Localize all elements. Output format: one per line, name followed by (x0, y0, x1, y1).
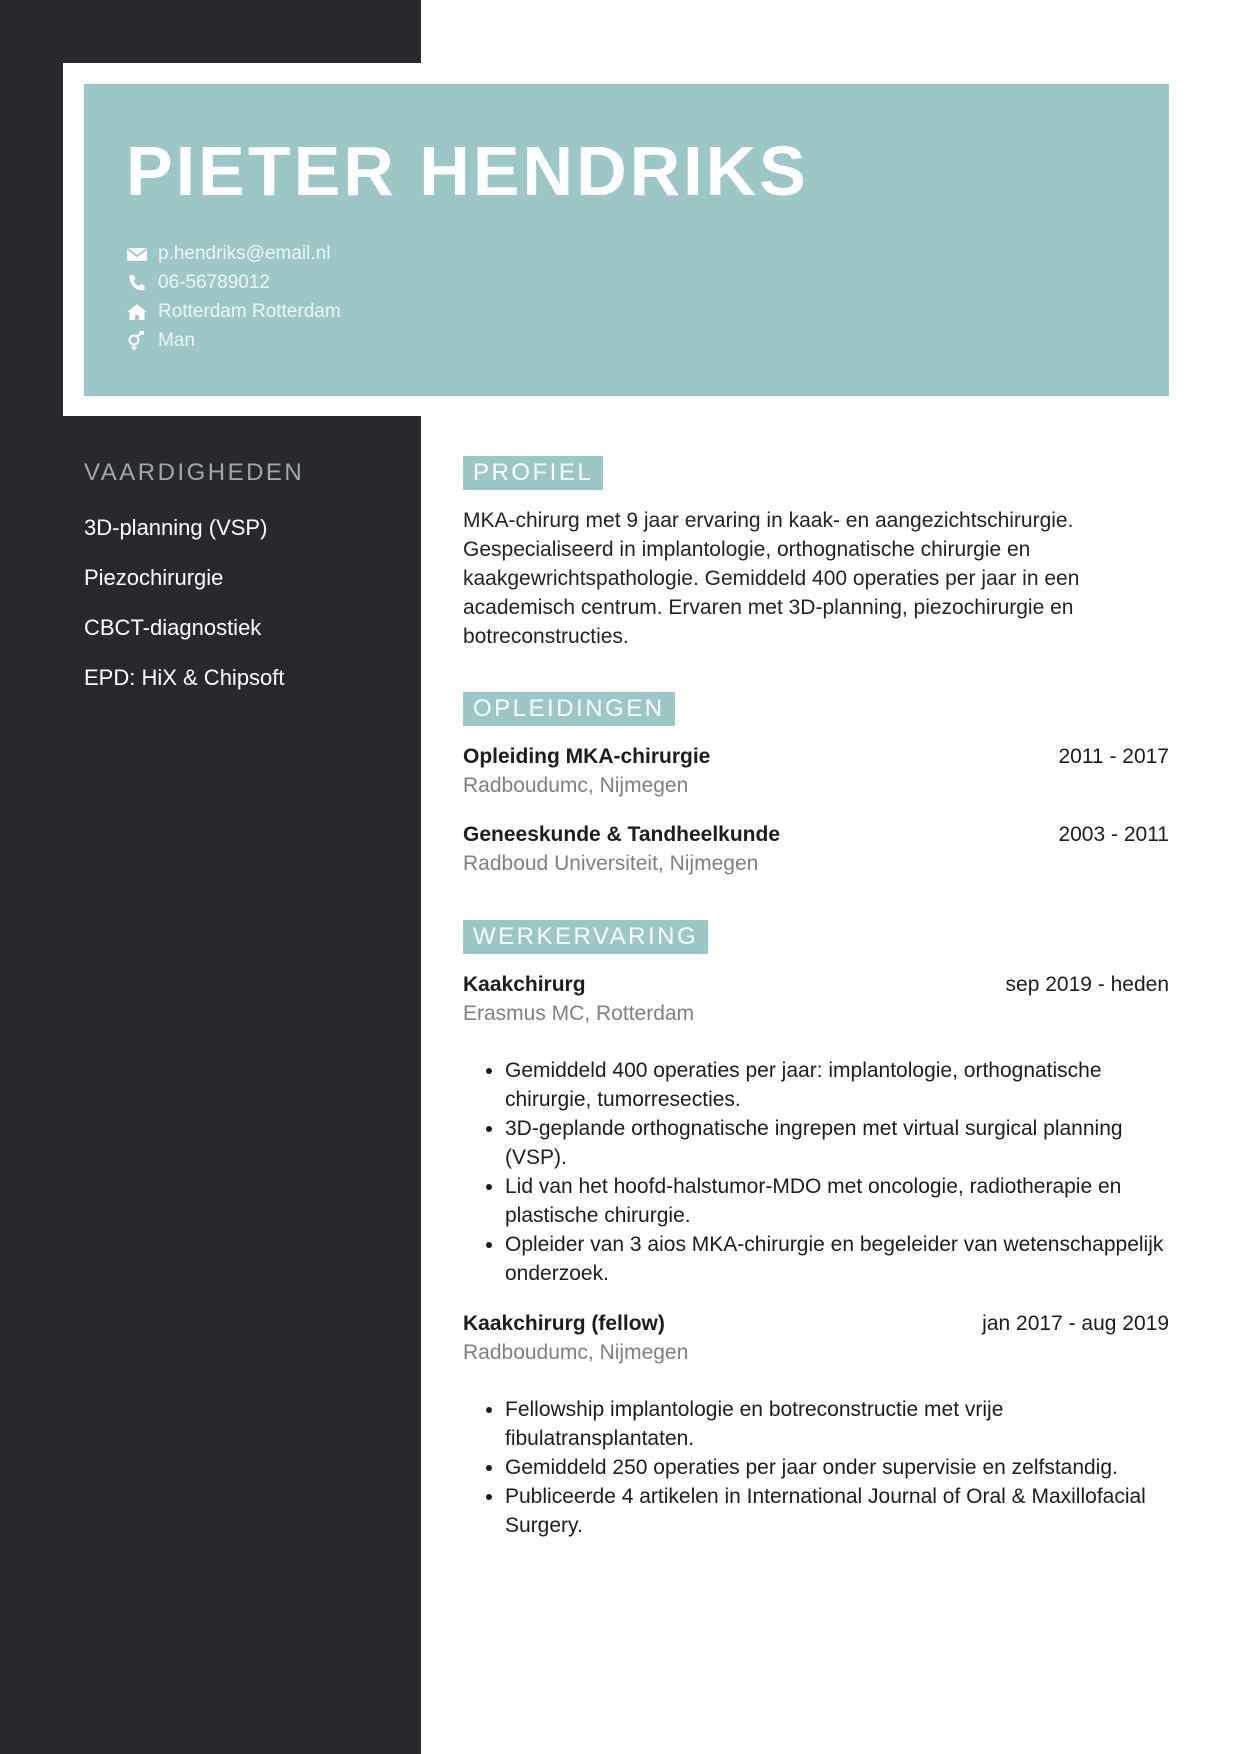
bullet-list (463, 1395, 1169, 1540)
entry-title: Kaakchirurg (fellow) (463, 1312, 665, 1335)
education-title: OPLEIDINGEN (463, 692, 675, 726)
bullet-item: • Publiceerde 4 artikelen in International Journal of Oral & Maxillofacial Surgery. (505, 1482, 1169, 1540)
envelope-icon (126, 244, 148, 264)
education-entry (463, 820, 1169, 878)
contact-email-text: p.hendriks@email.nl (158, 242, 331, 264)
experience-entry (463, 1309, 1169, 1540)
bullet-item: • 3D-geplande orthognatische ingrepen met virtual surgical planning (VSP). (505, 1114, 1169, 1172)
bullet-item: • Fellowship implantologie en botreconstructie met vrije fibulatransplantaten. (505, 1395, 1169, 1453)
entry-place: Radboudumc, Nijmegen (463, 1341, 689, 1364)
home-icon (126, 302, 148, 322)
entry-header (463, 820, 1169, 849)
bullet-item: • Opleider van 3 aios MKA-chirurgie en begeleider van wetenschappelijk onderzoek. (505, 1230, 1169, 1288)
skill-item: 3D-planning (VSP) (84, 515, 268, 540)
entry-date: sep 2019 - heden (1005, 973, 1169, 996)
entry-title: Geneeskunde & Tandheelkunde (463, 823, 781, 846)
skills-title: VAARDIGHEDEN (84, 459, 305, 486)
contact-gender (126, 326, 341, 355)
experience-section (463, 920, 1169, 1540)
education-section (463, 692, 1169, 878)
phone-icon (126, 273, 148, 293)
experience-entry (463, 970, 1169, 1288)
experience-title: WERKERVARING (463, 920, 708, 954)
contact-address-text: Rotterdam Rotterdam (158, 300, 341, 322)
entry-header (463, 970, 1169, 999)
contact-gender-text: Man (158, 329, 195, 351)
profile-section (463, 456, 1169, 651)
bullet-item: • Gemiddeld 400 operaties per jaar: implantologie, orthognatische chirurgie, tumorresecties. (505, 1056, 1169, 1114)
bullet-item: • Lid van het hoofd-halstumor-MDO met oncologie, radiotherapie en plastische chirurgie. (505, 1172, 1169, 1230)
entry-title: Opleiding MKA-chirurgie (463, 745, 711, 768)
entry-title: Kaakchirurg (463, 973, 586, 996)
contact-phone (126, 268, 341, 297)
contact-address (126, 297, 341, 326)
contact-email (126, 239, 341, 268)
entry-date: 2003 - 2011 (1058, 823, 1169, 846)
candidate-name: PIETER HENDRIKS (126, 132, 809, 210)
entry-date: 2011 - 2017 (1058, 745, 1169, 768)
skill-item: CBCT-diagnostiek (84, 615, 262, 640)
main-content (463, 456, 1169, 1540)
skill-item: EPD: HiX & Chipsoft (84, 665, 285, 690)
entry-place: Radboudumc, Nijmegen (463, 774, 689, 797)
contact-list (126, 239, 341, 355)
contact-phone-text: 06-56789012 (158, 271, 270, 293)
entry-header (463, 742, 1169, 771)
entry-place: Radboud Universiteit, Nijmegen (463, 852, 759, 875)
entry-date: jan 2017 - aug 2019 (982, 1312, 1169, 1335)
skill-item: Piezochirurgie (84, 565, 224, 590)
profile-title: PROFIEL (463, 456, 603, 490)
education-entry (463, 742, 1169, 800)
header (84, 84, 1169, 396)
profile-text: MKA-chirurg met 9 jaar ervaring in kaak- en aangezichtschirurgie. Gespecialiseerd in implantologie, orthognatische chirurgie en kaakgewrichtspathologie. Gemiddeld 400 operaties per jaar in een academisch centrum. Ervaren met 3D-planning, piezochirurgie en botreconstructies. (463, 509, 1080, 648)
bullet-item: • Gemiddeld 250 operaties per jaar onder supervisie en zelfstandig. (505, 1453, 1169, 1482)
skills-list (84, 513, 285, 713)
gender-icon (126, 331, 148, 351)
entry-header (463, 1309, 1169, 1338)
entry-place: Erasmus MC, Rotterdam (463, 1002, 695, 1025)
bullet-list (463, 1056, 1169, 1288)
